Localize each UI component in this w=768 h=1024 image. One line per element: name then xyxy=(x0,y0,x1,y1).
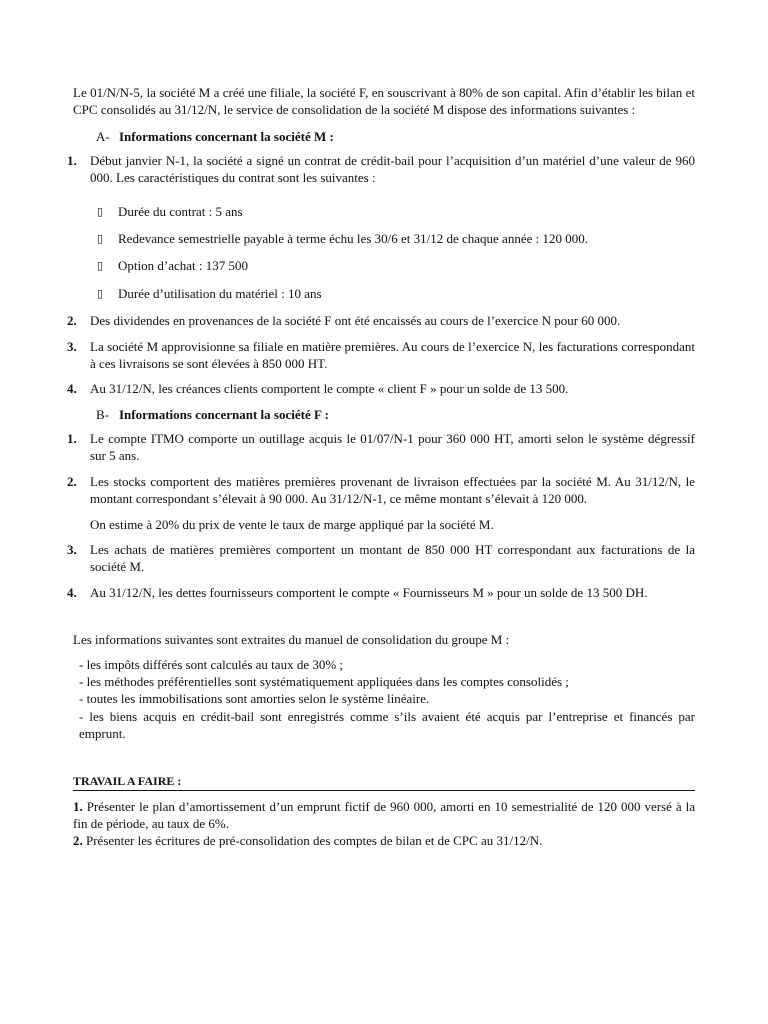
list-item: - toutes les immobilisations sont amorties selon le système linéaire. xyxy=(79,691,430,707)
bullet-item xyxy=(90,285,695,302)
missing-glyph-icon: ▯ xyxy=(97,259,104,273)
task-text: Présenter le plan d’amortissement d’un emprunt fictif de 960 000, amorti en 10 semestrialité de 120 000 versé à la fin de période, au taux de 6%. xyxy=(73,798,696,831)
section-a-heading xyxy=(73,128,695,145)
bullet-text: Option d’achat : 137 500 xyxy=(118,258,248,274)
list-item: - les biens acquis en crédit-bail sont enregistrés comme s’ils avaient été acquis par l’entreprise et financés par emprunt. xyxy=(79,708,695,742)
task-text: Présenter les écritures de pré-consolidation des comptes de bilan et de CPC au 31/12/N. xyxy=(86,833,543,849)
item-number: 4. xyxy=(67,381,77,397)
missing-glyph-icon: ▯ xyxy=(97,204,104,218)
item-text: Au 31/12/N, les dettes fournisseurs comportent le compte « Fournisseurs M » pour un solde de 13 500 DH. xyxy=(90,584,648,600)
manual-rules-list xyxy=(73,656,695,743)
section-a-letter: A- xyxy=(96,128,110,144)
item-number: 3. xyxy=(67,541,77,557)
bullet-text: Durée du contrat : 5 ans xyxy=(118,203,243,219)
bullet-item xyxy=(90,230,695,247)
item-extra-text: On estime à 20% du prix de vente le taux de marge appliqué par la société M. xyxy=(90,516,494,532)
bullet-item xyxy=(90,257,695,274)
list-item xyxy=(67,430,695,465)
task-item xyxy=(73,798,695,833)
manual-intro: Les informations suivantes sont extraites du manuel de consolidation du groupe M : xyxy=(73,632,510,648)
list-item xyxy=(67,541,695,576)
consolidation-manual-block xyxy=(73,631,695,742)
task-number: 1. xyxy=(73,798,87,814)
item-text: Début janvier N-1, la société a signé un contrat de crédit-bail pour l’acquisition d’un matériel d’une valeur de 960 000. Les caractéristiques du contrat sont les suivantes : xyxy=(90,152,695,186)
list-item xyxy=(67,380,695,397)
section-a-title: Informations concernant la société M : xyxy=(119,128,334,144)
list-item: - les impôts différés sont calculés au taux de 30% ; xyxy=(79,656,344,672)
item-text: Le compte ITMO comporte un outillage acquis le 01/07/N-1 pour 360 000 HT, amorti selon le système dégressif sur 5 ans. xyxy=(90,430,695,464)
bullet-item xyxy=(90,203,695,220)
task-item xyxy=(73,832,695,849)
section-b-heading xyxy=(73,406,695,423)
item-number: 2. xyxy=(67,313,77,329)
task-number: 2. xyxy=(73,833,86,849)
item-text: Des dividendes en provenances de la société F ont été encaissés au cours de l’exercice N pour 60 000. xyxy=(90,313,621,329)
list-item xyxy=(67,338,695,373)
missing-glyph-icon: ▯ xyxy=(97,286,104,300)
item-number: 2. xyxy=(67,473,77,489)
list-item: - les méthodes préférentielles sont systématiquement appliquées dans les comptes consolidés ; xyxy=(79,673,569,689)
document-page xyxy=(67,84,696,850)
item-text: Les achats de matières premières comportent un montant de 850 000 HT correspondant aux facturations de la société M. xyxy=(90,541,695,575)
section-b-list xyxy=(67,430,695,601)
item-number: 4. xyxy=(67,584,77,600)
item-text: Au 31/12/N, les créances clients comportent le compte « client F » pour un solde de 13 500. xyxy=(90,381,569,397)
section-a-list xyxy=(67,152,695,398)
intro-paragraph: Le 01/N/N-5, la société M a créé une filiale, la société F, en souscrivant à 80% de son capital. Afin d’établir les bilan et CPC consolidés au 31/12/N, le service de consolidation de la société M dispose des informations suivantes : xyxy=(73,85,695,118)
section-b-title: Informations concernant la société F : xyxy=(119,406,330,422)
item-text: La société M approvisionne sa filiale en matière premières. Au cours de l’exercice N, les facturations correspondant à ces livraisons se sont élevées à 850 000 HT. xyxy=(90,338,695,372)
item-number: 1. xyxy=(67,152,77,168)
contract-characteristics-list xyxy=(90,203,695,303)
tasks-list xyxy=(73,798,695,850)
list-item xyxy=(67,584,695,601)
travail-heading: TRAVAIL A FAIRE : xyxy=(73,773,695,791)
list-item xyxy=(67,473,695,533)
bullet-text: Redevance semestrielle payable à terme échu les 30/6 et 31/12 de chaque année : 120 000. xyxy=(118,231,588,247)
item-number: 1. xyxy=(67,430,77,446)
bullet-text: Durée d’utilisation du matériel : 10 ans xyxy=(118,285,322,301)
missing-glyph-icon: ▯ xyxy=(97,232,104,246)
list-item xyxy=(67,312,695,329)
section-b-letter: B- xyxy=(96,406,109,422)
item-text: Les stocks comportent des matières premières provenant de livraison effectuées par la société M. Au 31/12/N, le montant correspondant s’élevait à 90 000. Au 31/12/N-1, ce même montant s’élevait à 120 000. xyxy=(90,473,695,507)
item-number: 3. xyxy=(67,338,77,354)
list-item xyxy=(67,152,695,302)
